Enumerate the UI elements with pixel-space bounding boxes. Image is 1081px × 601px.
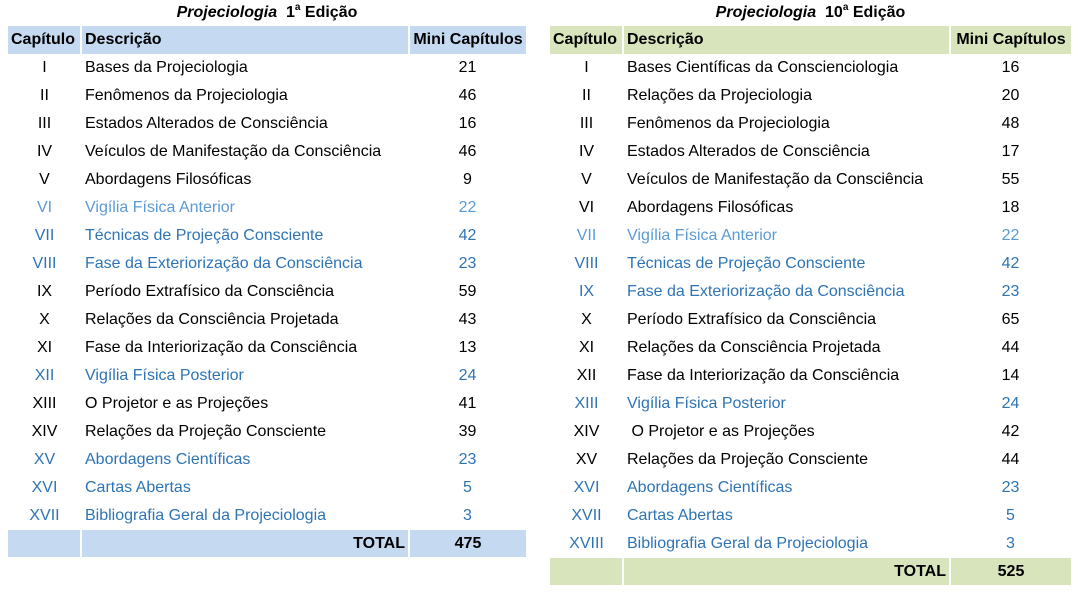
mini-chapters-cell: 24 bbox=[1001, 395, 1020, 412]
table-row bbox=[8, 138, 526, 166]
tenth-edition-panel bbox=[550, 0, 1071, 585]
table-row bbox=[550, 530, 1071, 558]
header-description: Descrição bbox=[623, 26, 950, 54]
table-row bbox=[550, 250, 1071, 278]
chapter-cell: III bbox=[579, 115, 594, 132]
description-cell: Veículos de Manifestação da Consciência bbox=[85, 143, 382, 160]
title-edition-number: 10 bbox=[825, 4, 843, 21]
table-row bbox=[550, 502, 1071, 530]
chapter-cell: XV bbox=[33, 451, 56, 468]
description-cell: Vigília Física Anterior bbox=[85, 199, 235, 216]
chapter-cell: IX bbox=[578, 283, 595, 300]
mini-chapters-cell: 5 bbox=[1006, 507, 1015, 524]
tenth-edition-table bbox=[550, 26, 1071, 585]
total-empty-cell bbox=[8, 530, 81, 557]
mini-chapters-cell: 3 bbox=[1006, 535, 1015, 552]
description-cell: Relações da Projeciologia bbox=[627, 87, 812, 104]
title-edition-number: 1 bbox=[285, 4, 295, 21]
chapter-cell: XIII bbox=[32, 395, 57, 412]
description-cell: Bases da Projeciologia bbox=[85, 59, 248, 76]
header-chapter: Capítulo bbox=[550, 26, 623, 54]
table-row bbox=[8, 250, 526, 278]
description-cell: Período Extrafísico da Consciência bbox=[85, 283, 335, 300]
chapter-cell: I bbox=[584, 59, 589, 76]
chapter-cell: VIII bbox=[32, 255, 57, 272]
tenth-edition-rows bbox=[550, 54, 1071, 585]
table-row bbox=[8, 194, 526, 222]
mini-chapters-cell: 41 bbox=[458, 395, 477, 412]
description-cell: Vigília Física Posterior bbox=[85, 367, 244, 384]
description-cell: Abordagens Filosóficas bbox=[85, 171, 252, 188]
mini-chapters-cell: 9 bbox=[463, 171, 472, 188]
description-cell: Vigília Física Posterior bbox=[627, 395, 786, 412]
description-cell: O Projetor e as Projeções bbox=[85, 395, 269, 412]
mini-chapters-cell: 43 bbox=[458, 311, 477, 328]
chapter-cell: XIV bbox=[31, 423, 58, 440]
mini-chapters-cell: 23 bbox=[458, 255, 477, 272]
description-cell: Vigília Física Anterior bbox=[627, 227, 777, 244]
description-cell: Bibliografia Geral da Projeciologia bbox=[627, 535, 869, 552]
first-edition-rows bbox=[8, 54, 526, 557]
mini-chapters-cell: 23 bbox=[1001, 479, 1020, 496]
description-cell: Fase da Interiorização da Consciência bbox=[85, 339, 358, 356]
table-row bbox=[550, 138, 1071, 166]
chapter-cell: X bbox=[39, 311, 50, 328]
table-row bbox=[550, 334, 1071, 362]
mini-chapters-cell: 39 bbox=[458, 423, 477, 440]
description-cell: O Projetor e as Projeções bbox=[627, 423, 815, 440]
mini-chapters-cell: 16 bbox=[458, 115, 477, 132]
description-cell: Estados Alterados de Consciência bbox=[85, 115, 328, 132]
description-cell: Relações da Projeção Consciente bbox=[627, 451, 869, 468]
description-cell: Cartas Abertas bbox=[627, 507, 733, 524]
mini-chapters-cell: 3 bbox=[463, 507, 472, 524]
total-row bbox=[8, 530, 526, 557]
description-cell: Abordagens Científicas bbox=[85, 451, 251, 468]
mini-chapters-cell: 48 bbox=[1001, 115, 1020, 132]
table-row bbox=[550, 222, 1071, 250]
chapter-cell: XV bbox=[575, 451, 598, 468]
chapter-cell: IV bbox=[36, 143, 53, 160]
table-row bbox=[550, 110, 1071, 138]
table-row bbox=[8, 362, 526, 390]
table-row bbox=[8, 82, 526, 110]
mini-chapters-cell: 46 bbox=[458, 143, 477, 160]
table-row bbox=[550, 166, 1071, 194]
table-row bbox=[550, 194, 1071, 222]
mini-chapters-cell: 21 bbox=[458, 59, 477, 76]
chapter-cell: III bbox=[37, 115, 52, 132]
chapter-cell: I bbox=[42, 59, 47, 76]
mini-chapters-cell: 16 bbox=[1001, 59, 1020, 76]
total-label: TOTAL bbox=[81, 530, 409, 557]
chapter-cell: XII bbox=[576, 367, 597, 384]
table-row bbox=[8, 222, 526, 250]
chapter-cell: VII bbox=[34, 227, 55, 244]
table-row bbox=[8, 278, 526, 306]
mini-chapters-cell: 17 bbox=[1001, 143, 1020, 160]
mini-chapters-cell: 42 bbox=[458, 227, 477, 244]
chapter-cell: XVII bbox=[571, 507, 602, 524]
table-row bbox=[550, 278, 1071, 306]
header-chapter: Capítulo bbox=[8, 26, 81, 54]
table-row bbox=[550, 418, 1071, 446]
description-cell: Veículos de Manifestação da Consciência bbox=[627, 171, 924, 188]
mini-chapters-cell: 18 bbox=[1001, 199, 1020, 216]
title-edition-sup: a bbox=[294, 2, 301, 13]
chapter-cell: VI bbox=[36, 199, 53, 216]
chapter-cell: IX bbox=[36, 283, 53, 300]
header-mini-chapters: Mini Capítulos bbox=[950, 26, 1071, 54]
mini-chapters-cell: 46 bbox=[458, 87, 477, 104]
mini-chapters-cell: 23 bbox=[1001, 283, 1020, 300]
first-edition-table bbox=[8, 26, 526, 557]
mini-chapters-cell: 20 bbox=[1001, 87, 1020, 104]
header-description: Descrição bbox=[81, 26, 409, 54]
chapter-cell: XVI bbox=[573, 479, 600, 496]
table-row bbox=[550, 390, 1071, 418]
description-cell: Técnicas de Projeção Consciente bbox=[627, 255, 866, 272]
header-mini-chapters: Mini Capítulos bbox=[409, 26, 526, 54]
table-row bbox=[8, 446, 526, 474]
table-row bbox=[8, 166, 526, 194]
table-row bbox=[8, 334, 526, 362]
total-empty-cell bbox=[550, 558, 623, 585]
table-row bbox=[550, 54, 1071, 82]
description-cell: Bases Científicas da Conscienciologia bbox=[627, 59, 899, 76]
description-cell: Fase da Exteriorização da Consciência bbox=[627, 283, 905, 300]
chapter-cell: XIV bbox=[573, 423, 600, 440]
description-cell: Bibliografia Geral da Projeciologia bbox=[85, 507, 327, 524]
first-edition-title bbox=[8, 0, 526, 26]
description-cell: Fase da Interiorização da Consciência bbox=[627, 367, 900, 384]
description-cell: Abordagens Filosóficas bbox=[627, 199, 794, 216]
table-row bbox=[550, 474, 1071, 502]
table-header-row bbox=[8, 26, 526, 54]
table-row bbox=[550, 82, 1071, 110]
chapter-cell: V bbox=[39, 171, 50, 188]
table-row bbox=[8, 306, 526, 334]
tenth-edition-title bbox=[550, 0, 1071, 26]
title-edition-word: Edição bbox=[304, 4, 358, 21]
total-row bbox=[550, 558, 1071, 585]
table-row bbox=[8, 502, 526, 530]
mini-chapters-cell: 14 bbox=[1001, 367, 1020, 384]
chapter-cell: XVIII bbox=[569, 535, 604, 552]
table-row bbox=[550, 446, 1071, 474]
description-cell: Fenômenos da Projeciologia bbox=[85, 87, 288, 104]
table-row bbox=[8, 110, 526, 138]
description-cell: Relações da Projeção Consciente bbox=[85, 423, 327, 440]
title-book-name: Projeciologia bbox=[176, 4, 278, 21]
mini-chapters-cell: 65 bbox=[1001, 311, 1020, 328]
title-book-name: Projeciologia bbox=[715, 4, 817, 21]
chapter-cell: XVI bbox=[31, 479, 58, 496]
chapter-cell: XI bbox=[36, 339, 53, 356]
description-cell: Fenômenos da Projeciologia bbox=[627, 115, 830, 132]
total-value: 475 bbox=[409, 530, 526, 557]
mini-chapters-cell: 5 bbox=[463, 479, 472, 496]
title-edition-word: Edição bbox=[852, 4, 906, 21]
chapter-cell: VI bbox=[578, 199, 595, 216]
chapter-cell: XII bbox=[34, 367, 55, 384]
mini-chapters-cell: 59 bbox=[458, 283, 477, 300]
mini-chapters-cell: 42 bbox=[1001, 423, 1020, 440]
mini-chapters-cell: 24 bbox=[458, 367, 477, 384]
description-cell: Período Extrafísico da Consciência bbox=[627, 311, 877, 328]
mini-chapters-cell: 23 bbox=[458, 451, 477, 468]
table-row bbox=[550, 362, 1071, 390]
mini-chapters-cell: 55 bbox=[1001, 171, 1020, 188]
mini-chapters-cell: 44 bbox=[1001, 339, 1020, 356]
description-cell: Relações da Consciência Projetada bbox=[627, 339, 881, 356]
chapter-cell: VIII bbox=[574, 255, 599, 272]
chapter-cell: VII bbox=[576, 227, 597, 244]
table-header-row bbox=[550, 26, 1071, 54]
description-cell: Abordagens Científicas bbox=[627, 479, 793, 496]
chapter-cell: V bbox=[581, 171, 592, 188]
table-row bbox=[550, 306, 1071, 334]
chapter-cell: II bbox=[582, 87, 591, 104]
mini-chapters-cell: 44 bbox=[1001, 451, 1020, 468]
description-cell: Relações da Consciência Projetada bbox=[85, 311, 339, 328]
description-cell: Cartas Abertas bbox=[85, 479, 191, 496]
total-value: 525 bbox=[950, 558, 1071, 585]
table-row bbox=[8, 390, 526, 418]
mini-chapters-cell: 22 bbox=[458, 199, 477, 216]
chapter-cell: X bbox=[581, 311, 592, 328]
table-row bbox=[8, 54, 526, 82]
chapter-cell: II bbox=[40, 87, 49, 104]
chapter-cell: XIII bbox=[574, 395, 599, 412]
description-cell: Fase da Exteriorização da Consciência bbox=[85, 255, 363, 272]
chapter-cell: XI bbox=[578, 339, 595, 356]
first-edition-panel bbox=[8, 0, 526, 557]
chapter-cell: XVII bbox=[29, 507, 60, 524]
mini-chapters-cell: 42 bbox=[1001, 255, 1020, 272]
description-cell: Técnicas de Projeção Consciente bbox=[85, 227, 324, 244]
mini-chapters-cell: 22 bbox=[1001, 227, 1020, 244]
description-cell: Estados Alterados de Consciência bbox=[627, 143, 870, 160]
mini-chapters-cell: 13 bbox=[458, 339, 477, 356]
title-edition-sup: a bbox=[842, 2, 849, 13]
table-row bbox=[8, 474, 526, 502]
table-row bbox=[8, 418, 526, 446]
chapter-cell: IV bbox=[578, 143, 595, 160]
total-label: TOTAL bbox=[623, 558, 950, 585]
